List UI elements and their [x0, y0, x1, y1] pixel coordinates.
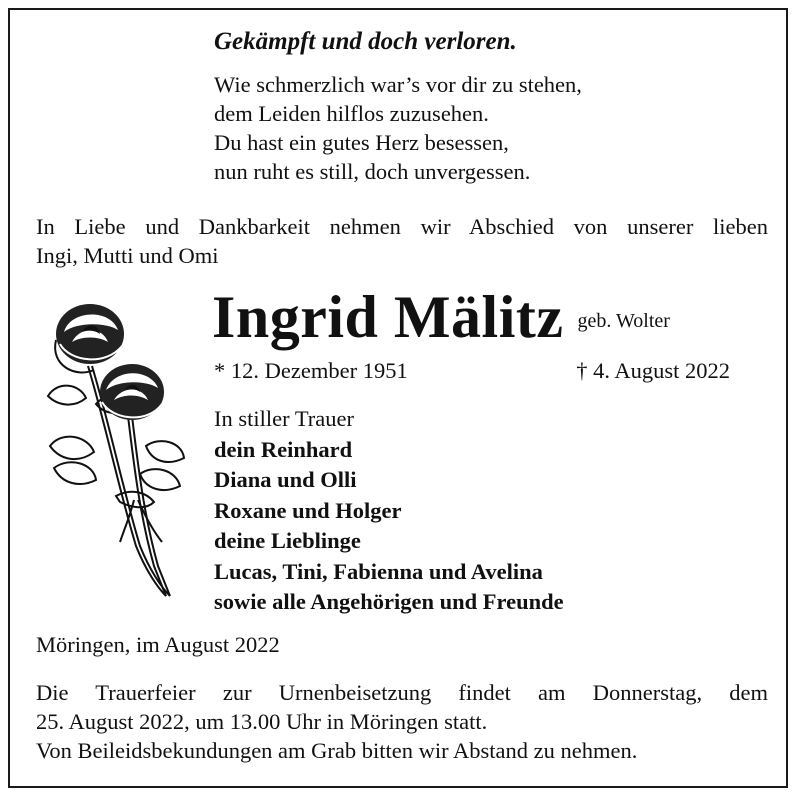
mourner-name: Roxane und Holger [214, 497, 402, 523]
mourner-name: Diana und Olli [214, 467, 357, 492]
mourner-name: Lucas, Tini, Fabienna und Avelina [214, 558, 543, 584]
intro-line: In Liebe und Dankbarkeit nehmen wir Abschied von unserer lieben [36, 214, 768, 239]
mourners-intro: In stiller Trauer [214, 406, 354, 431]
poem-line: Wie schmerzlich war’s vor dir zu stehen, [214, 72, 582, 97]
birth-date: * 12. Dezember 1951 [214, 358, 408, 383]
farewell-intro [36, 212, 768, 270]
notice-line: 25. August 2022, um 13.00 Uhr in Möringen statt. [36, 709, 488, 734]
funeral-notice [36, 678, 768, 765]
place-date: Möringen, im August 2022 [36, 632, 280, 657]
mourner-name: deine Lieblinge [214, 528, 361, 553]
notice-line: Die Trauerfeier zur Urnenbeisetzung findet am Donnerstag, dem [36, 680, 768, 705]
deceased-name-row [212, 284, 670, 350]
poem-title: Gekämpft und doch verloren. [214, 28, 517, 55]
mourner-name: sowie alle Angehörigen und Freunde [214, 589, 564, 614]
notice-line: Von Beileidsbekundungen am Grab bitten wir Abstand zu nehmen. [36, 738, 638, 763]
rose-icon [36, 296, 186, 606]
maiden-name: geb. Wolter [577, 310, 670, 332]
poem-line: dem Leiden hilflos zuzusehen. [214, 101, 489, 126]
life-dates [214, 356, 730, 386]
poem [214, 26, 774, 186]
mourners-list [214, 404, 754, 618]
deceased-name: Ingrid Mälitz [212, 284, 564, 350]
mourner-name: dein Reinhard [214, 436, 353, 462]
death-date: † 4. August 2022 [576, 358, 730, 383]
poem-line: nun ruht es still, doch unvergessen. [214, 159, 531, 184]
intro-line: Ingi, Mutti und Omi [36, 243, 219, 268]
poem-line: Du hast ein gutes Herz besessen, [214, 130, 509, 155]
